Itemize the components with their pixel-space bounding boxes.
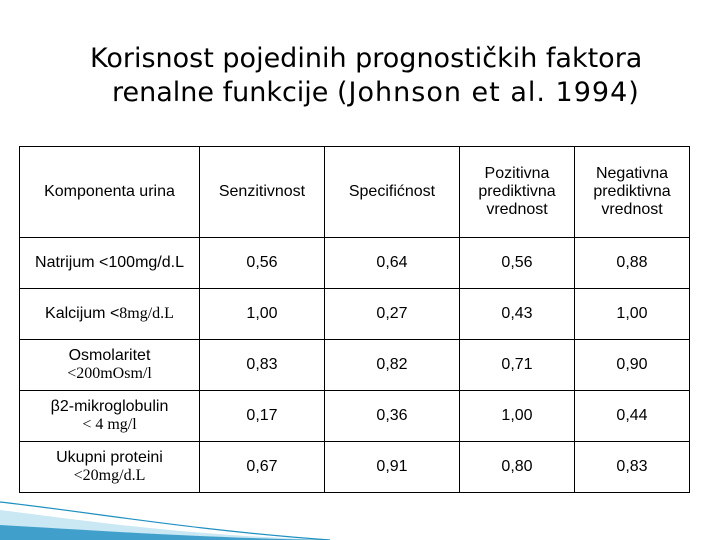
table-cell: 0,56 — [460, 238, 575, 289]
table-cell: 0,83 — [575, 442, 690, 493]
slide-title — [90, 42, 690, 110]
table-cell: 0,67 — [200, 442, 325, 493]
table-row — [20, 391, 690, 442]
table-cell: 1,00 — [460, 391, 575, 442]
table-cell: 0,36 — [325, 391, 460, 442]
table-cell: 0,80 — [460, 442, 575, 493]
row-label-unit: <20mg/d.L — [73, 467, 146, 484]
table-cell: 0,17 — [200, 391, 325, 442]
decorative-swoosh — [0, 450, 330, 540]
header-npv: Negativna prediktivna vrednost — [575, 147, 690, 238]
row-label-text: β2-mikroglobulin — [50, 398, 169, 415]
row-label-unit: < 4 mg/l — [82, 416, 137, 433]
header-component: Komponenta urina — [20, 147, 200, 238]
table-header-row — [20, 147, 690, 238]
table-cell: 0,27 — [325, 289, 460, 340]
title-line-1: Korisnost pojedinih prognostičkih faktora — [90, 43, 643, 74]
table-row — [20, 238, 690, 289]
row-label — [20, 340, 200, 391]
table-cell: 0,43 — [460, 289, 575, 340]
table-cell: 0,44 — [575, 391, 690, 442]
table-cell: 0,91 — [325, 442, 460, 493]
table-cell: 0,56 — [200, 238, 325, 289]
row-label-unit: <200mOsm/l — [67, 365, 152, 382]
table-row — [20, 340, 690, 391]
row-label-text: Osmolaritet — [68, 347, 151, 364]
table-row — [20, 289, 690, 340]
row-label-unit: 8mg/d.L — [119, 305, 174, 322]
table-cell: 0,71 — [460, 340, 575, 391]
row-label-text: Natrijum <100mg/d.L — [35, 254, 184, 271]
table-cell: 1,00 — [575, 289, 690, 340]
row-label — [20, 238, 200, 289]
header-sensitivity: Senzitivnost — [200, 147, 325, 238]
header-ppv: Pozitivna prediktivna vrednost — [460, 147, 575, 238]
table-cell: 1,00 — [200, 289, 325, 340]
row-label — [20, 391, 200, 442]
title-line-2 — [90, 76, 690, 110]
header-specificity: Specifićnost — [325, 147, 460, 238]
row-label-text: Ukupni proteini — [56, 449, 163, 466]
table-cell: 0,82 — [325, 340, 460, 391]
table-cell: 0,90 — [575, 340, 690, 391]
table-cell: 0,83 — [200, 340, 325, 391]
table-cell: 0,88 — [575, 238, 690, 289]
table-cell: 0,64 — [325, 238, 460, 289]
prognostic-factors-table — [19, 146, 690, 493]
title-citation: (Johnson et al. 1994) — [337, 77, 640, 108]
row-label-text: Kalcijum < — [45, 305, 120, 322]
row-label — [20, 289, 200, 340]
title-main: renalne funkcije — [112, 77, 329, 108]
